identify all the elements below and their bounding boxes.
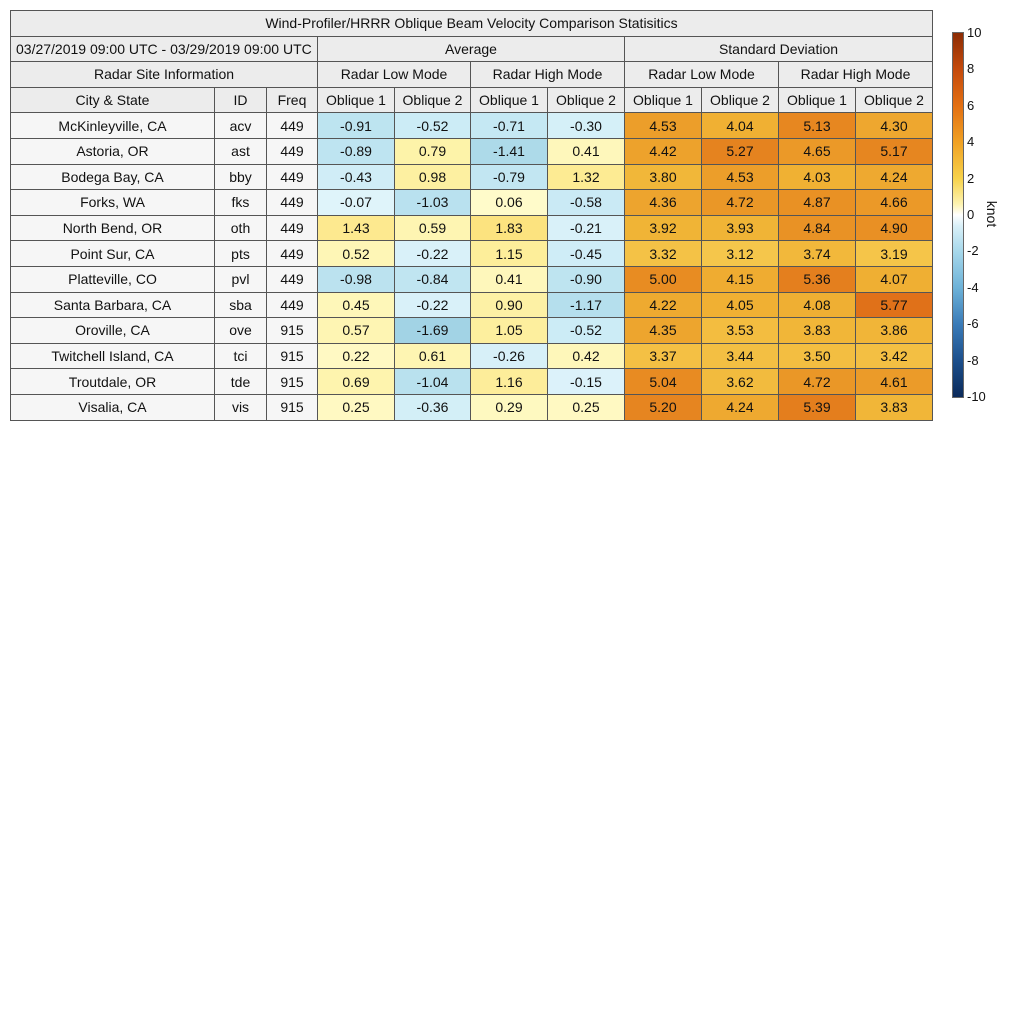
cell-city: Platteville, CO bbox=[11, 266, 215, 292]
cell-id: ove bbox=[215, 318, 267, 344]
cell-sd-high-oblique-1: 3.83 bbox=[779, 318, 856, 344]
cell-sd-low-oblique-1: 4.36 bbox=[625, 190, 702, 216]
cell-id: pts bbox=[215, 241, 267, 267]
colorbar-tick-label: -4 bbox=[967, 279, 979, 295]
header-sd-high-mode: Radar High Mode bbox=[779, 62, 933, 88]
cell-avg-high-oblique-2: -0.58 bbox=[548, 190, 625, 216]
colorbar-tick-label: 6 bbox=[967, 97, 975, 113]
col-header-sd-low-oblique-1: Oblique 1 bbox=[625, 87, 702, 113]
cell-avg-high-oblique-1: 0.41 bbox=[471, 266, 548, 292]
cell-sd-low-oblique-2: 3.44 bbox=[702, 343, 779, 369]
col-header-avg-high-oblique-1: Oblique 1 bbox=[471, 87, 548, 113]
cell-freq: 449 bbox=[267, 215, 318, 241]
cell-sd-low-oblique-2: 4.04 bbox=[702, 113, 779, 139]
cell-sd-high-oblique-2: 4.24 bbox=[856, 164, 933, 190]
table-row bbox=[11, 394, 933, 420]
header-sd-low-mode: Radar Low Mode bbox=[625, 62, 779, 88]
col-header-sd-high-oblique-2: Oblique 2 bbox=[856, 87, 933, 113]
cell-sd-low-oblique-2: 4.72 bbox=[702, 190, 779, 216]
col-header-sd-high-oblique-1: Oblique 1 bbox=[779, 87, 856, 113]
cell-avg-low-oblique-1: -0.98 bbox=[318, 266, 395, 292]
cell-sd-low-oblique-2: 3.62 bbox=[702, 369, 779, 395]
cell-avg-high-oblique-1: 1.05 bbox=[471, 318, 548, 344]
cell-freq: 449 bbox=[267, 138, 318, 164]
cell-sd-high-oblique-2: 4.30 bbox=[856, 113, 933, 139]
cell-avg-low-oblique-1: 0.57 bbox=[318, 318, 395, 344]
cell-freq: 915 bbox=[267, 343, 318, 369]
cell-avg-high-oblique-1: 1.83 bbox=[471, 215, 548, 241]
cell-avg-high-oblique-1: 0.06 bbox=[471, 190, 548, 216]
cell-sd-high-oblique-1: 5.13 bbox=[779, 113, 856, 139]
col-header-sd-low-oblique-2: Oblique 2 bbox=[702, 87, 779, 113]
table-row bbox=[11, 190, 933, 216]
cell-sd-low-oblique-1: 5.04 bbox=[625, 369, 702, 395]
cell-sd-high-oblique-1: 4.08 bbox=[779, 292, 856, 318]
cell-avg-high-oblique-2: -0.30 bbox=[548, 113, 625, 139]
cell-avg-high-oblique-1: -1.41 bbox=[471, 138, 548, 164]
cell-city: Bodega Bay, CA bbox=[11, 164, 215, 190]
cell-avg-high-oblique-2: -1.17 bbox=[548, 292, 625, 318]
colorbar-unit-label: knot bbox=[984, 200, 1000, 228]
cell-avg-low-oblique-1: 0.69 bbox=[318, 369, 395, 395]
colorbar-tick-label: 10 bbox=[967, 25, 982, 40]
header-avg-low-mode: Radar Low Mode bbox=[318, 62, 471, 88]
cell-freq: 449 bbox=[267, 292, 318, 318]
table-row bbox=[11, 164, 933, 190]
cell-freq: 915 bbox=[267, 394, 318, 420]
table-row bbox=[11, 241, 933, 267]
cell-sd-high-oblique-1: 4.03 bbox=[779, 164, 856, 190]
cell-avg-low-oblique-2: -0.22 bbox=[395, 292, 471, 318]
cell-id: fks bbox=[215, 190, 267, 216]
cell-sd-high-oblique-2: 5.17 bbox=[856, 138, 933, 164]
table-row bbox=[11, 318, 933, 344]
cell-freq: 449 bbox=[267, 113, 318, 139]
cell-city: Astoria, OR bbox=[11, 138, 215, 164]
colorbar-tick-label: 0 bbox=[967, 207, 975, 222]
colorbar-tick-label: 2 bbox=[967, 170, 975, 186]
date-range: 03/27/2019 09:00 UTC - 03/29/2019 09:00 UTC bbox=[11, 36, 318, 62]
col-header-freq: Freq bbox=[267, 87, 318, 113]
cell-freq: 915 bbox=[267, 318, 318, 344]
cell-city: Oroville, CA bbox=[11, 318, 215, 344]
cell-id: ast bbox=[215, 138, 267, 164]
cell-sd-high-oblique-2: 4.61 bbox=[856, 369, 933, 395]
cell-freq: 915 bbox=[267, 369, 318, 395]
cell-sd-low-oblique-1: 4.42 bbox=[625, 138, 702, 164]
colorbar bbox=[952, 32, 964, 398]
cell-avg-low-oblique-1: -0.07 bbox=[318, 190, 395, 216]
cell-sd-high-oblique-2: 5.77 bbox=[856, 292, 933, 318]
cell-sd-high-oblique-2: 3.86 bbox=[856, 318, 933, 344]
cell-avg-high-oblique-1: 0.90 bbox=[471, 292, 548, 318]
cell-sd-low-oblique-2: 4.15 bbox=[702, 266, 779, 292]
cell-sd-low-oblique-2: 4.53 bbox=[702, 164, 779, 190]
table-row bbox=[11, 266, 933, 292]
cell-sd-low-oblique-1: 3.32 bbox=[625, 241, 702, 267]
col-header-avg-low-oblique-1: Oblique 1 bbox=[318, 87, 395, 113]
cell-sd-low-oblique-1: 3.92 bbox=[625, 215, 702, 241]
cell-id: pvl bbox=[215, 266, 267, 292]
cell-sd-low-oblique-1: 5.20 bbox=[625, 394, 702, 420]
cell-freq: 449 bbox=[267, 241, 318, 267]
cell-sd-low-oblique-1: 3.80 bbox=[625, 164, 702, 190]
cell-sd-high-oblique-2: 3.19 bbox=[856, 241, 933, 267]
table-row bbox=[11, 215, 933, 241]
colorbar-tick-label: -6 bbox=[967, 316, 979, 332]
cell-avg-high-oblique-1: -0.26 bbox=[471, 343, 548, 369]
cell-city: Visalia, CA bbox=[11, 394, 215, 420]
cell-avg-low-oblique-2: -0.52 bbox=[395, 113, 471, 139]
cell-sd-high-oblique-2: 3.42 bbox=[856, 343, 933, 369]
cell-avg-high-oblique-2: -0.15 bbox=[548, 369, 625, 395]
cell-city: Forks, WA bbox=[11, 190, 215, 216]
cell-freq: 449 bbox=[267, 266, 318, 292]
cell-avg-low-oblique-2: 0.79 bbox=[395, 138, 471, 164]
cell-city: Twitchell Island, CA bbox=[11, 343, 215, 369]
cell-avg-low-oblique-1: -0.91 bbox=[318, 113, 395, 139]
cell-city: North Bend, OR bbox=[11, 215, 215, 241]
cell-avg-low-oblique-2: 0.61 bbox=[395, 343, 471, 369]
cell-sd-high-oblique-1: 4.65 bbox=[779, 138, 856, 164]
cell-sd-high-oblique-2: 4.07 bbox=[856, 266, 933, 292]
cell-avg-low-oblique-1: 0.45 bbox=[318, 292, 395, 318]
cell-sd-low-oblique-2: 3.93 bbox=[702, 215, 779, 241]
stats-table bbox=[10, 10, 933, 421]
cell-city: Point Sur, CA bbox=[11, 241, 215, 267]
table-title: Wind-Profiler/HRRR Oblique Beam Velocity Comparison Statisitics bbox=[11, 11, 933, 37]
cell-sd-low-oblique-1: 4.22 bbox=[625, 292, 702, 318]
colorbar-tick-label: -2 bbox=[967, 243, 979, 259]
col-header-city: City & State bbox=[11, 87, 215, 113]
colorbar-tick-label: -8 bbox=[967, 352, 979, 368]
cell-id: tci bbox=[215, 343, 267, 369]
cell-sd-high-oblique-1: 3.74 bbox=[779, 241, 856, 267]
col-header-id: ID bbox=[215, 87, 267, 113]
cell-id: vis bbox=[215, 394, 267, 420]
cell-avg-high-oblique-1: -0.71 bbox=[471, 113, 548, 139]
cell-id: tde bbox=[215, 369, 267, 395]
cell-avg-low-oblique-2: 0.59 bbox=[395, 215, 471, 241]
cell-avg-low-oblique-1: -0.43 bbox=[318, 164, 395, 190]
cell-avg-high-oblique-2: 0.25 bbox=[548, 394, 625, 420]
cell-sd-high-oblique-2: 3.83 bbox=[856, 394, 933, 420]
cell-sd-low-oblique-1: 5.00 bbox=[625, 266, 702, 292]
cell-city: Troutdale, OR bbox=[11, 369, 215, 395]
col-header-avg-low-oblique-2: Oblique 2 bbox=[395, 87, 471, 113]
cell-sd-high-oblique-1: 5.39 bbox=[779, 394, 856, 420]
cell-avg-high-oblique-2: -0.45 bbox=[548, 241, 625, 267]
cell-avg-low-oblique-2: -1.69 bbox=[395, 318, 471, 344]
cell-sd-high-oblique-1: 4.87 bbox=[779, 190, 856, 216]
header-avg-high-mode: Radar High Mode bbox=[471, 62, 625, 88]
cell-sd-low-oblique-1: 3.37 bbox=[625, 343, 702, 369]
cell-freq: 449 bbox=[267, 190, 318, 216]
cell-avg-low-oblique-2: -0.22 bbox=[395, 241, 471, 267]
cell-city: McKinleyville, CA bbox=[11, 113, 215, 139]
cell-sd-high-oblique-1: 5.36 bbox=[779, 266, 856, 292]
cell-avg-low-oblique-2: -1.03 bbox=[395, 190, 471, 216]
cell-sd-low-oblique-2: 4.05 bbox=[702, 292, 779, 318]
table-row bbox=[11, 138, 933, 164]
cell-avg-low-oblique-2: -1.04 bbox=[395, 369, 471, 395]
cell-avg-high-oblique-2: -0.52 bbox=[548, 318, 625, 344]
colorbar-tick-label: 8 bbox=[967, 61, 975, 77]
cell-avg-low-oblique-1: -0.89 bbox=[318, 138, 395, 164]
header-site-info: Radar Site Information bbox=[11, 62, 318, 88]
cell-avg-low-oblique-1: 1.43 bbox=[318, 215, 395, 241]
cell-avg-high-oblique-1: 1.15 bbox=[471, 241, 548, 267]
colorbar-tick-label: -10 bbox=[967, 389, 986, 404]
cell-id: oth bbox=[215, 215, 267, 241]
cell-id: acv bbox=[215, 113, 267, 139]
table-row bbox=[11, 343, 933, 369]
cell-city: Santa Barbara, CA bbox=[11, 292, 215, 318]
cell-sd-low-oblique-2: 4.24 bbox=[702, 394, 779, 420]
cell-avg-high-oblique-2: 0.42 bbox=[548, 343, 625, 369]
cell-avg-high-oblique-2: -0.21 bbox=[548, 215, 625, 241]
header-average: Average bbox=[318, 36, 625, 62]
colorbar-tick-label: 4 bbox=[967, 134, 975, 150]
table-row bbox=[11, 113, 933, 139]
cell-avg-low-oblique-2: -0.36 bbox=[395, 394, 471, 420]
table-row bbox=[11, 292, 933, 318]
cell-avg-low-oblique-1: 0.22 bbox=[318, 343, 395, 369]
cell-sd-high-oblique-2: 4.90 bbox=[856, 215, 933, 241]
cell-sd-low-oblique-2: 3.12 bbox=[702, 241, 779, 267]
header-standard-deviation: Standard Deviation bbox=[625, 36, 933, 62]
cell-sd-low-oblique-1: 4.53 bbox=[625, 113, 702, 139]
cell-freq: 449 bbox=[267, 164, 318, 190]
cell-sd-low-oblique-2: 3.53 bbox=[702, 318, 779, 344]
cell-id: sba bbox=[215, 292, 267, 318]
table-row bbox=[11, 369, 933, 395]
cell-id: bby bbox=[215, 164, 267, 190]
cell-avg-low-oblique-2: 0.98 bbox=[395, 164, 471, 190]
cell-avg-high-oblique-2: 0.41 bbox=[548, 138, 625, 164]
cell-sd-high-oblique-2: 4.66 bbox=[856, 190, 933, 216]
cell-sd-low-oblique-1: 4.35 bbox=[625, 318, 702, 344]
cell-sd-high-oblique-1: 4.84 bbox=[779, 215, 856, 241]
cell-avg-high-oblique-2: 1.32 bbox=[548, 164, 625, 190]
cell-avg-high-oblique-1: -0.79 bbox=[471, 164, 548, 190]
cell-avg-low-oblique-2: -0.84 bbox=[395, 266, 471, 292]
col-header-avg-high-oblique-2: Oblique 2 bbox=[548, 87, 625, 113]
cell-avg-high-oblique-1: 0.29 bbox=[471, 394, 548, 420]
cell-avg-low-oblique-1: 0.52 bbox=[318, 241, 395, 267]
cell-sd-high-oblique-1: 3.50 bbox=[779, 343, 856, 369]
cell-avg-high-oblique-1: 1.16 bbox=[471, 369, 548, 395]
cell-avg-high-oblique-2: -0.90 bbox=[548, 266, 625, 292]
cell-sd-low-oblique-2: 5.27 bbox=[702, 138, 779, 164]
cell-avg-low-oblique-1: 0.25 bbox=[318, 394, 395, 420]
cell-sd-high-oblique-1: 4.72 bbox=[779, 369, 856, 395]
